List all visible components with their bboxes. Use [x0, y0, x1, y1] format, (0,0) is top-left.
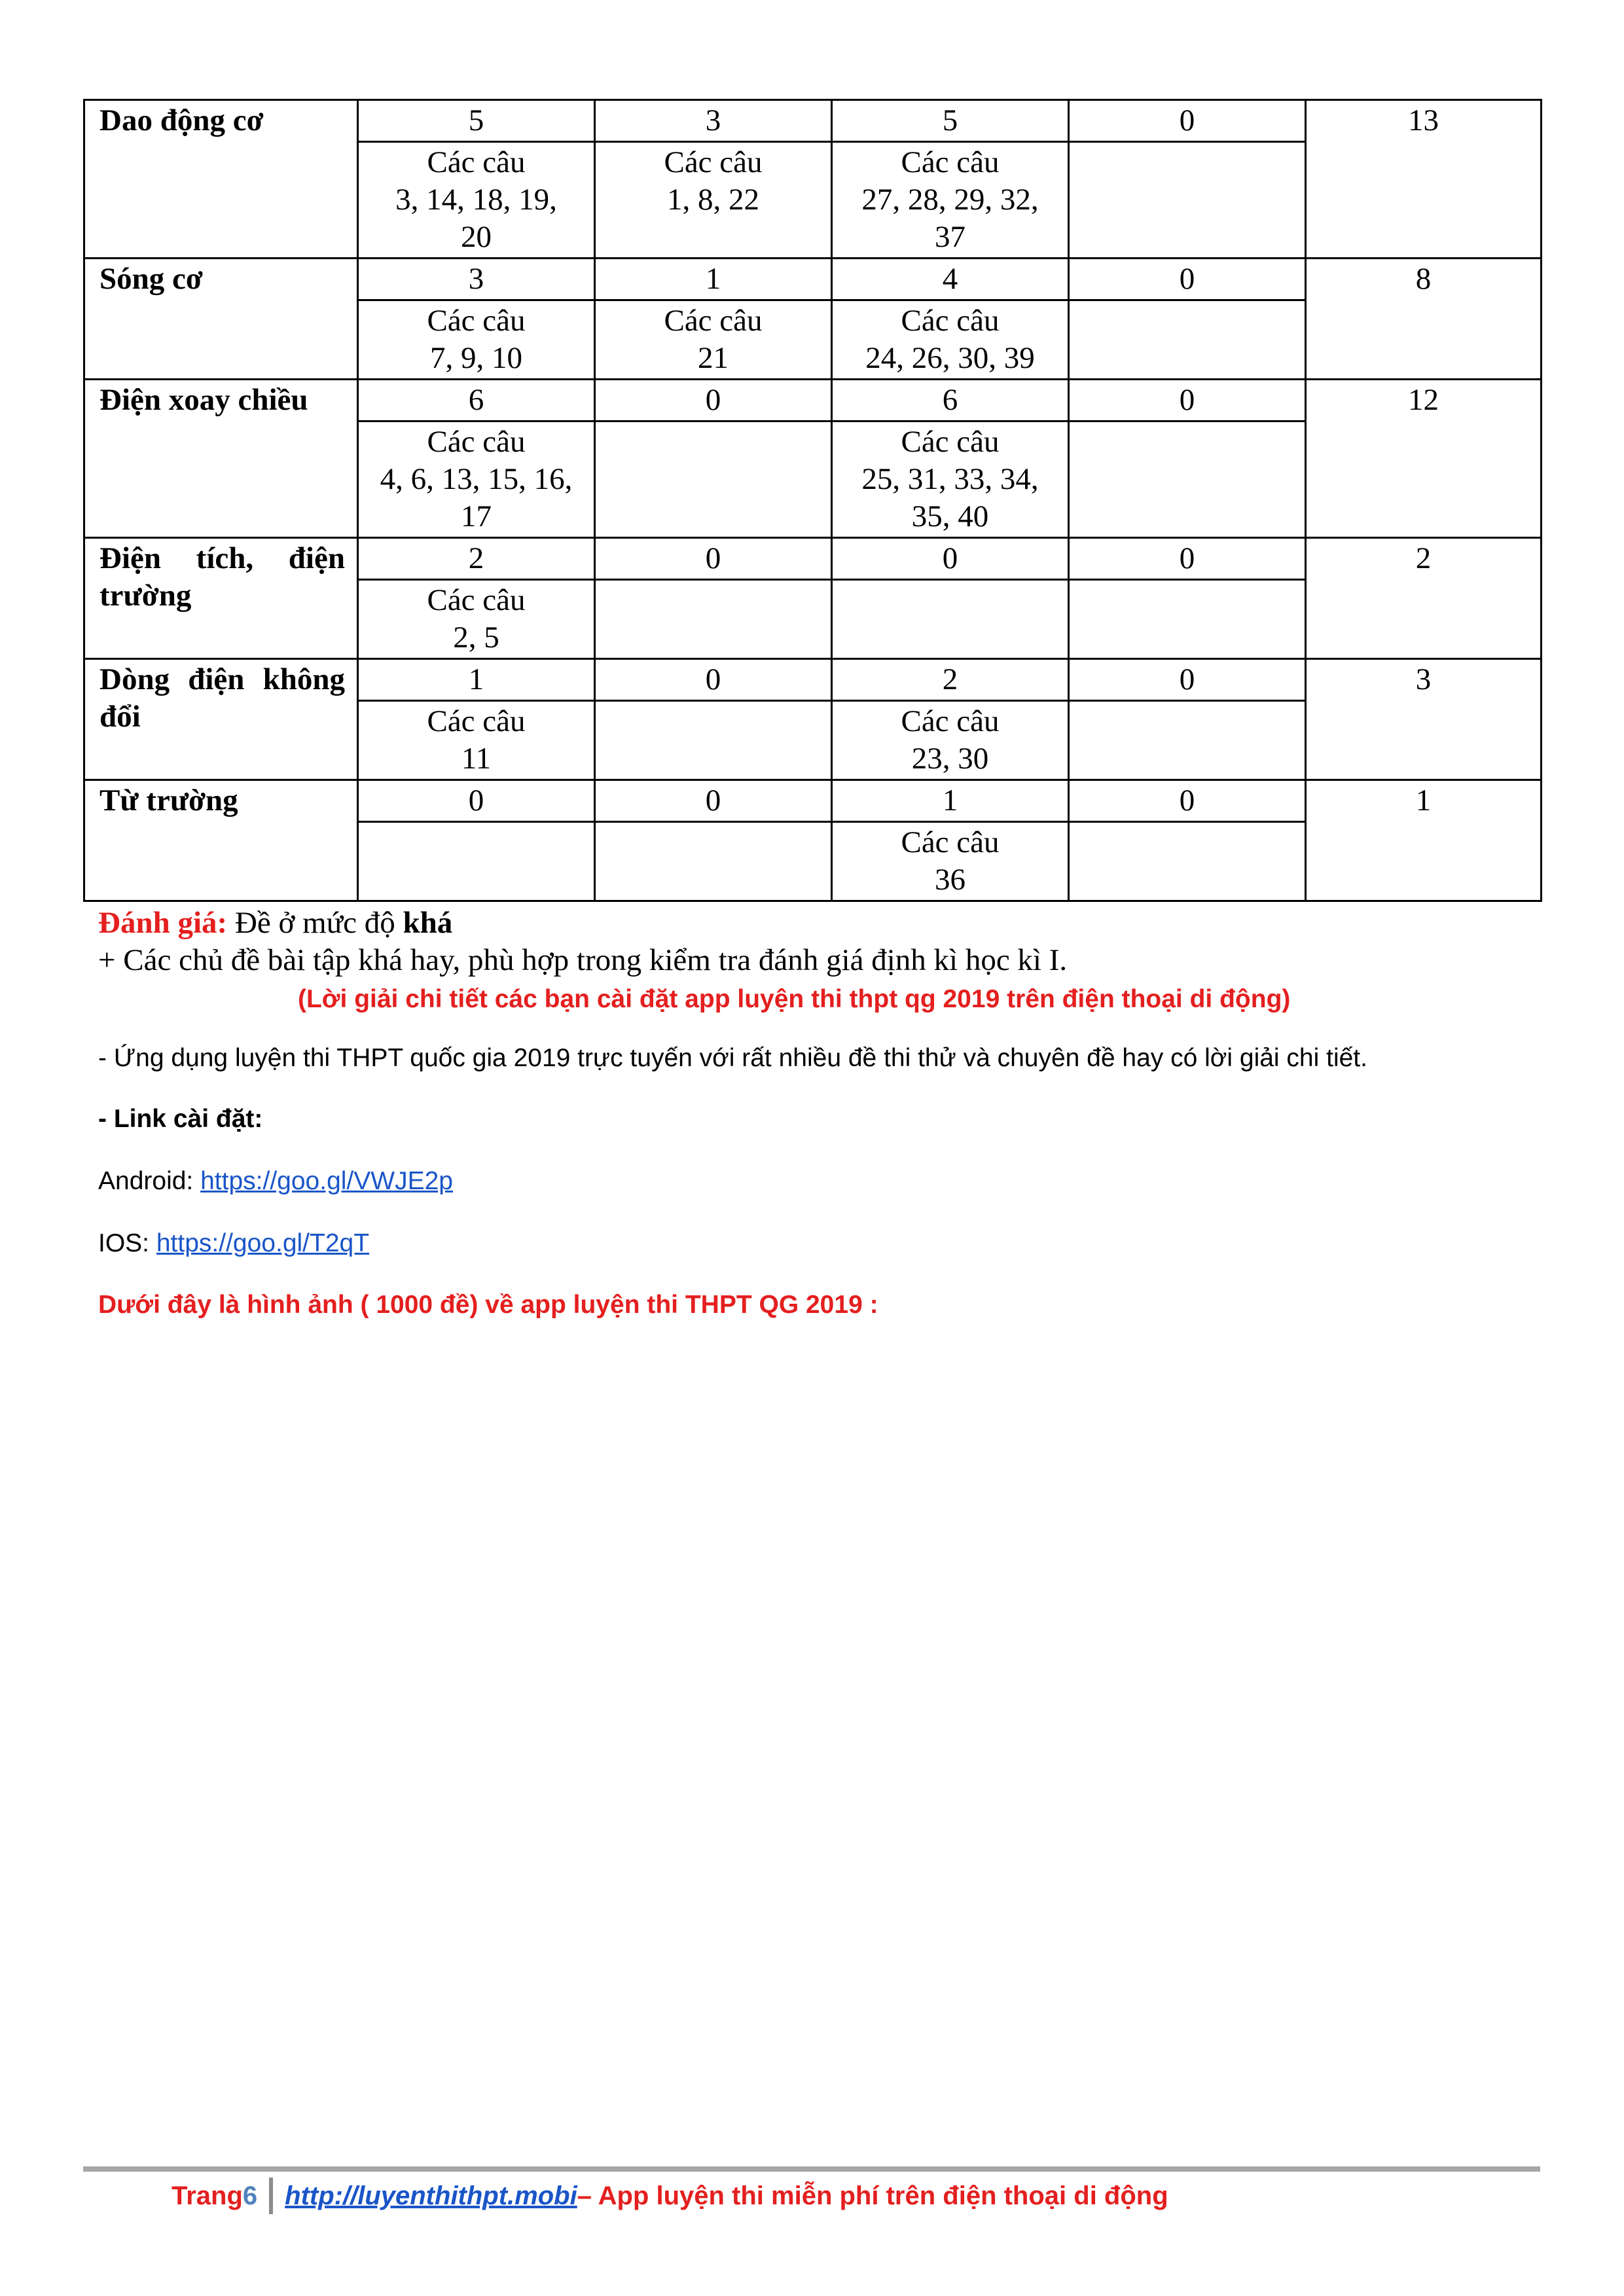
questions-cell	[1069, 422, 1306, 538]
questions-text: Các câu 24, 26, 30, 39	[865, 304, 1035, 375]
footer-separator	[269, 2178, 273, 2214]
questions-text: Các câu 36	[901, 825, 1000, 897]
question-matrix-table	[83, 99, 1542, 902]
footer-page-number: 6	[242, 2181, 258, 2210]
total-cell: 8	[1306, 259, 1542, 380]
count-cell: 0	[1069, 100, 1306, 142]
questions-cell	[832, 701, 1069, 780]
questions-cell	[1069, 701, 1306, 780]
count-cell: 6	[832, 380, 1069, 422]
count-cell: 0	[1069, 780, 1306, 822]
questions-cell	[358, 142, 595, 259]
questions-cell	[1069, 300, 1306, 380]
solution-note: (Lời giải chi tiết các bạn cài đặt app luyện thi thpt qg 2019 trên điện thoại di động)	[298, 985, 1291, 1013]
questions-text: Các câu 11	[427, 704, 526, 776]
topic-cell: Điện tích, điện trường	[84, 538, 358, 659]
page-footer	[171, 2176, 1168, 2215]
question-matrix-body	[84, 100, 1542, 901]
count-cell: 1	[832, 780, 1069, 822]
assessment-line	[98, 905, 452, 941]
table-row	[84, 780, 1542, 822]
count-cell: 0	[595, 538, 832, 580]
count-cell: 5	[358, 100, 595, 142]
ios-label: IOS:	[98, 1229, 156, 1257]
count-cell: 6	[358, 380, 595, 422]
assessment-label: Đánh giá:	[98, 906, 228, 940]
questions-cell	[358, 822, 595, 901]
table-row	[84, 659, 1542, 701]
questions-cell	[1069, 822, 1306, 901]
android-label: Android:	[98, 1167, 201, 1195]
topic-cell: Từ trường	[84, 780, 358, 901]
topic-cell: Dòng điện không đổi	[84, 659, 358, 780]
questions-cell	[832, 142, 1069, 259]
total-cell: 1	[1306, 780, 1542, 901]
count-cell: 3	[358, 259, 595, 300]
questions-cell	[358, 300, 595, 380]
questions-text: Các câu 25, 31, 33, 34, 35, 40	[861, 425, 1039, 533]
questions-text: Các câu 27, 28, 29, 32, 37	[861, 145, 1039, 254]
count-cell: 0	[358, 780, 595, 822]
questions-cell	[595, 142, 832, 259]
count-cell: 0	[1069, 538, 1306, 580]
questions-text: Các câu 1, 8, 22	[664, 145, 763, 217]
questions-cell	[595, 701, 832, 780]
questions-cell	[358, 422, 595, 538]
table-row	[84, 380, 1542, 422]
questions-cell	[595, 300, 832, 380]
count-cell: 1	[358, 659, 595, 701]
questions-cell	[1069, 580, 1306, 659]
count-cell: 1	[595, 259, 832, 300]
count-cell: 0	[595, 780, 832, 822]
count-cell: 0	[1069, 380, 1306, 422]
footer-page-label: Trang	[171, 2181, 243, 2210]
total-cell: 12	[1306, 380, 1542, 538]
total-cell: 13	[1306, 100, 1542, 259]
topic-cell: Điện xoay chiều	[84, 380, 358, 538]
questions-text: Các câu 21	[664, 304, 763, 375]
count-cell: 0	[832, 538, 1069, 580]
count-cell: 2	[832, 659, 1069, 701]
ios-line	[98, 1229, 369, 1258]
link-heading: - Link cài đặt:	[98, 1105, 263, 1133]
questions-cell	[832, 822, 1069, 901]
questions-text: Các câu 4, 6, 13, 15, 16, 17	[380, 425, 573, 533]
questions-cell	[358, 580, 595, 659]
questions-text: Các câu 7, 9, 10	[427, 304, 526, 375]
questions-cell	[832, 422, 1069, 538]
total-cell: 2	[1306, 538, 1542, 659]
questions-text: Các câu 23, 30	[901, 704, 1000, 776]
table-row	[84, 538, 1542, 580]
topic-cell: Sóng cơ	[84, 259, 358, 380]
table-row	[84, 100, 1542, 142]
total-cell: 3	[1306, 659, 1542, 780]
count-cell: 2	[358, 538, 595, 580]
android-line	[98, 1167, 453, 1196]
topic-cell: Dao động cơ	[84, 100, 358, 259]
count-cell: 5	[832, 100, 1069, 142]
images-note: Dưới đây là hình ảnh ( 1000 đề) về app luyện thi THPT QG 2019 :	[98, 1291, 878, 1319]
app-description: - Ứng dụng luyện thi THPT quốc gia 2019 trực tuyến với rất nhiều đề thi thử và chuyên đề hay có lời giải chi tiết.	[98, 1044, 1367, 1072]
questions-cell	[832, 300, 1069, 380]
assessment-text: Đề ở mức độ	[227, 906, 403, 940]
questions-text: Các câu 2, 5	[427, 583, 526, 655]
ios-link[interactable]: https://goo.gl/T2qT	[156, 1229, 370, 1257]
questions-cell	[595, 822, 832, 901]
count-cell: 0	[1069, 659, 1306, 701]
count-cell: 0	[1069, 259, 1306, 300]
questions-cell	[1069, 142, 1306, 259]
assessment-level: khá	[403, 906, 453, 940]
assessment-comment: + Các chủ đề bài tập khá hay, phù hợp trong kiểm tra đánh giá định kì học kì I.	[98, 943, 1068, 977]
footer-url-link[interactable]: http://luyenthithpt.mobi	[285, 2181, 577, 2210]
questions-cell	[595, 580, 832, 659]
android-link[interactable]: https://goo.gl/VWJE2p	[200, 1167, 453, 1195]
count-cell: 4	[832, 259, 1069, 300]
questions-text: Các câu 3, 14, 18, 19, 20	[395, 145, 557, 254]
questions-cell	[832, 580, 1069, 659]
footer-tagline: – App luyện thi miễn phí trên điện thoại di động	[577, 2181, 1168, 2210]
table-row	[84, 259, 1542, 300]
count-cell: 3	[595, 100, 832, 142]
questions-cell	[358, 701, 595, 780]
count-cell: 0	[595, 380, 832, 422]
questions-cell	[595, 422, 832, 538]
footer-divider	[83, 2166, 1540, 2172]
count-cell: 0	[595, 659, 832, 701]
